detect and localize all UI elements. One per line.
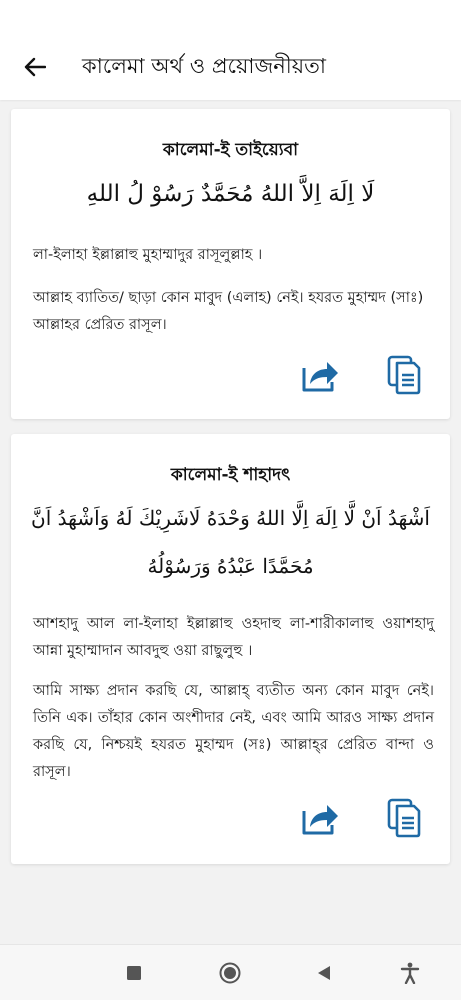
copy-button[interactable] [382, 796, 426, 840]
share-icon [300, 356, 340, 394]
meaning-text: আমি সাক্ষ্য প্রদান করছি যে, আল্লাহ্‌ ব্যতীত অন্য কোন মাবুদ নেই। তিনি এক। তাঁহার কোন অংশীদার নেই, এবং আমি আরও সাক্ষ্য প্রদান করছি যে, নিশ্চয়ই হযরত মুহাম্মদ (সঃ) আল্লাহ্‌র প্রেরিত বান্দা ও রাসূল। [33, 683, 434, 780]
card-actions [298, 796, 426, 840]
copy-icon [387, 355, 421, 395]
kalema-card-taiyyeba [11, 109, 450, 419]
accessibility-button[interactable] [396, 959, 424, 987]
kalema-card-shahadat [11, 434, 450, 864]
copy-icon [387, 798, 421, 838]
arrow-left-icon [24, 57, 46, 77]
app-bar [0, 0, 461, 100]
recent-apps-icon [126, 965, 142, 981]
card-title: কালেমা-ই তাইয়্যেবা [162, 140, 299, 160]
card-actions [298, 353, 426, 397]
back-triangle-icon [316, 964, 332, 982]
transliteration-text: আশহাদু আল লা-ইলাহা ইল্লাল্লাহু ওহদাহু লা-শারীকালাহু ওয়াশহাদু আন্না মুহাম্মাদান আবদুহু ওয়া রাছুলুহু । [33, 616, 434, 659]
back-nav-button[interactable] [310, 959, 338, 987]
system-nav-bar [0, 944, 461, 1000]
home-button[interactable] [216, 959, 244, 987]
share-icon [300, 799, 340, 837]
arabic-text: لَا اِلَهَ اِلاَّ اللهُ مُحَمَّدٌ رَسُوْ لُ اللهِ [86, 181, 375, 207]
meaning-text: আল্লাহ ব্যাতিত/ ছাড়া কোন মাবুদ (এলাহ) নেই। হযরত মুহাম্মদ (সাঃ) আল্লাহর প্রেরিত রাসূল। [33, 290, 424, 333]
arabic-text-line-1: اَشْهَدُ اَنْ لَّا اِلَهَ اِلَّا اللهُ وَحْدَهُ لَاشَرِيْكَ لَهُ وَاَشْهَدُ اَنَّ [31, 506, 430, 530]
share-button[interactable] [298, 353, 342, 397]
page-title: কালেমা অর্থ ও প্রয়োজনীয়তা [82, 53, 327, 78]
recent-apps-button[interactable] [120, 959, 148, 987]
copy-button[interactable] [382, 353, 426, 397]
card-title: কালেমা-ই শাহাদৎ [170, 465, 291, 485]
arabic-text-line-2: مُحَمَّدًا عَبْدُهُ وَرَسُوْلُهُ [147, 554, 314, 578]
share-button[interactable] [298, 796, 342, 840]
transliteration-text: লা-ইলাহা ইল্লাল্লাহু মুহাম্মাদুর রাসূলুল্লাহ । [33, 247, 263, 263]
back-button[interactable] [18, 50, 52, 84]
home-icon [218, 961, 242, 985]
accessibility-icon [400, 962, 420, 984]
